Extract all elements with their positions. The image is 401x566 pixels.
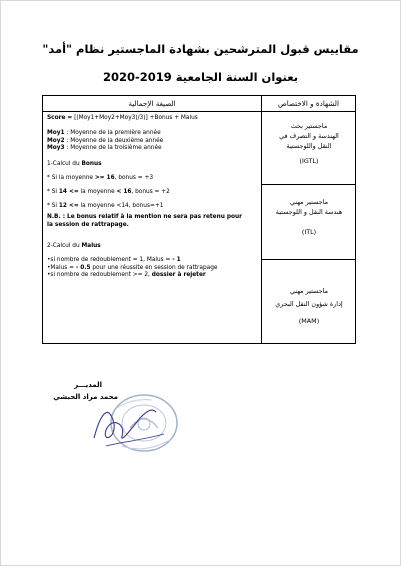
bonus-heading: 1-Calcul du Bonus xyxy=(47,161,102,168)
malus-heading: 2-Calcul du Malus xyxy=(47,242,101,249)
formula-cell xyxy=(47,115,259,280)
malus-rule-2: •Malus = - 0.5 pour une réussite en session de rattrapage xyxy=(47,264,218,271)
specialty-igtl: ماجستير بحث الهندسة و التصرف في النقل واللوجستية (IGTL) xyxy=(262,121,356,166)
bonus-rule-1: * Si la moyenne >= 16, bonus = +3 xyxy=(47,174,154,181)
bonus-rule-3: * Si 12 <= la moyenne <14, bonus=+1 xyxy=(47,202,164,209)
bonus-rule-2: * Si 14 <= la moyenne < 16, bonus = +2 xyxy=(47,188,170,195)
header-divider xyxy=(43,111,355,112)
moy1-definition: Moy1 : Moyenne de la première année xyxy=(47,129,161,136)
bonus-note-line-1: N.B. : Le bonus relatif à la mention ne sera pas retenu pour xyxy=(47,214,243,221)
specialty-code: (IGTL) xyxy=(299,157,319,165)
moy3-definition: Moy3 : Moyenne de la troisième année xyxy=(47,145,162,152)
row-divider-1 xyxy=(261,184,355,185)
signature-name: محمد مراد الحبشي xyxy=(53,393,118,401)
specialty-code: (ITL) xyxy=(301,228,317,236)
malus-rule-3: •si nombre de redoublement >= 2, dossier à rejeter xyxy=(47,272,206,279)
bonus-note-line-2: la session de rattrapage. xyxy=(47,222,129,229)
criteria-table xyxy=(42,95,356,344)
moy2-definition: Moy2 : Moyenne de la deuxième année xyxy=(47,137,164,144)
formula-column-header: الصيغة الإجمالية xyxy=(128,99,176,108)
specialty-code: (MAM) xyxy=(298,317,320,325)
document-title-line-1: مقاييس قبول المترشحين بشهادة الماجستير نظام "أمد" xyxy=(42,42,359,56)
official-stamp xyxy=(92,388,184,454)
score-formula: Score = [(Moy1+Moy2+Moy3)/3)] +Bonus + Malus xyxy=(47,115,198,121)
document-title-line-2: بعنوان السنة الجامعية 2019-2020 xyxy=(102,70,299,84)
specialty-column-header: الشهادة و الاختصاص xyxy=(278,99,339,108)
specialty-mam: ماجستير مهني إدارة شؤون النقل البحري (MAM) xyxy=(262,286,356,326)
specialty-itl: ماجستير مهني هندسة النقل و اللوجستية (ITL) xyxy=(262,197,356,237)
signature-role: المديـــر xyxy=(74,381,102,389)
malus-rule-1: •si nombre de redoublement = 1, Malus = - 1 xyxy=(47,256,181,263)
row-divider-2 xyxy=(261,259,355,260)
